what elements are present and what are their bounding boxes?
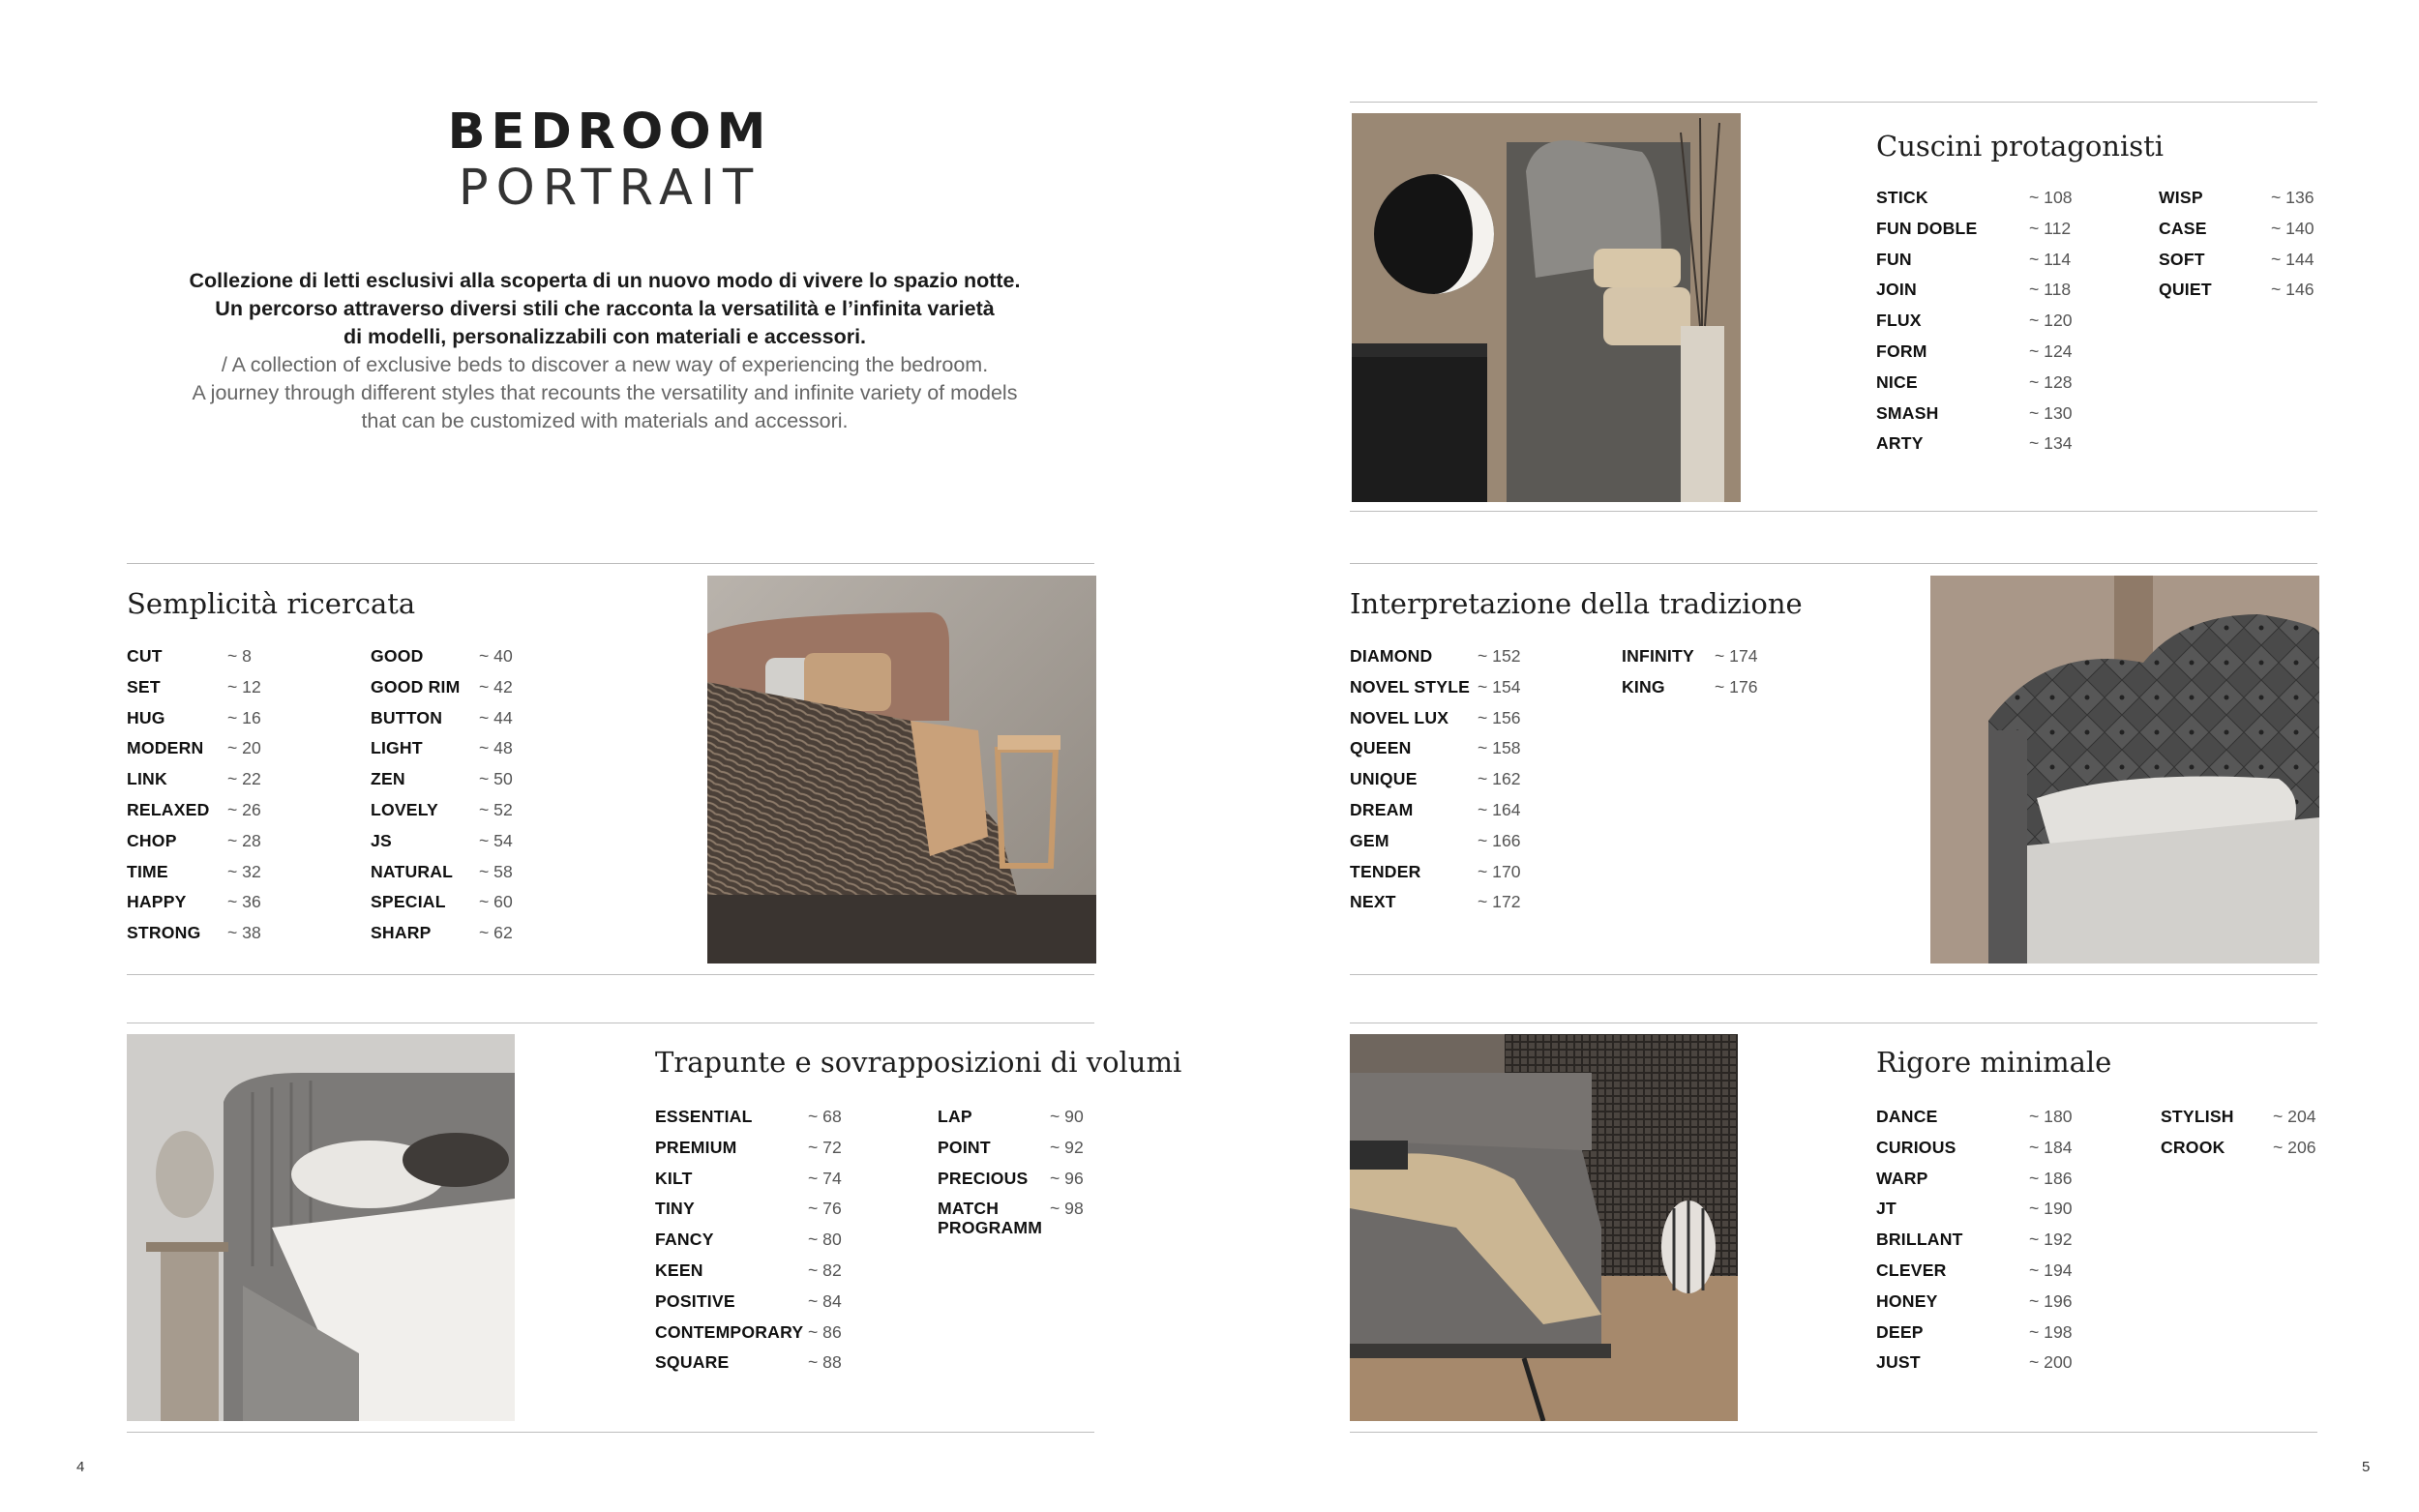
model-page-ref: ~ 146 (2271, 280, 2314, 300)
divider (127, 1432, 1094, 1433)
model-entry (2159, 219, 2333, 250)
model-page-ref: ~ 98 (1050, 1199, 1084, 1219)
section-title-cuscini: Cuscini protagonisti (1876, 130, 2165, 163)
model-entry (1622, 677, 1796, 708)
model-entry (127, 708, 340, 739)
model-entry (127, 831, 340, 862)
model-name: SPECIAL (371, 892, 446, 912)
model-entry (1876, 188, 2099, 219)
model-entry (1876, 311, 2099, 341)
model-page-ref: ~ 54 (479, 830, 513, 850)
model-page-ref: ~ 80 (808, 1230, 842, 1250)
model-name: NOVEL LUX (1350, 707, 1449, 727)
model-name: WARP (1876, 1168, 1928, 1188)
model-list-trapunte-col2 (938, 1107, 1112, 1238)
model-page-ref: ~ 162 (1478, 769, 1521, 789)
intro-it-line: Un percorso attraverso diversi stili che racconta la versatilità e l’infinita varietà (215, 297, 995, 320)
model-page-ref: ~ 112 (2029, 218, 2072, 238)
model-name: SOFT (2159, 249, 2205, 269)
model-page-ref: ~ 184 (2029, 1137, 2073, 1157)
model-entry (1876, 341, 2099, 372)
model-page-ref: ~ 90 (1050, 1107, 1084, 1126)
model-entry (655, 1107, 907, 1138)
model-name: BUTTON (371, 707, 443, 727)
model-entry (127, 646, 340, 677)
photo-bed-blanket (707, 576, 1096, 964)
model-entry (371, 769, 583, 800)
model-page-ref: ~ 128 (2029, 371, 2073, 392)
model-page-ref: ~ 114 (2029, 249, 2072, 269)
model-name: UNIQUE (1350, 769, 1418, 789)
model-name: LAP (938, 1107, 972, 1126)
intro-it-line: di modelli, personalizzabili con materiali e accessori. (343, 325, 867, 348)
model-name: LOVELY (371, 799, 438, 819)
model-page-ref: ~ 140 (2271, 218, 2314, 238)
model-page-ref: ~ 190 (2029, 1199, 2073, 1219)
model-name: CHOP (127, 830, 177, 850)
model-page-ref: ~ 200 (2029, 1352, 2073, 1373)
model-name: CUT (127, 646, 163, 666)
photo-tufted-headboard (1930, 576, 2319, 964)
model-page-ref: ~ 92 (1050, 1137, 1084, 1157)
model-name: RELAXED (127, 799, 210, 819)
model-list-rigore-col2 (2161, 1107, 2335, 1169)
model-page-ref: ~ 44 (479, 707, 513, 727)
model-name: SHARP (371, 923, 432, 943)
model-name: DREAM (1350, 799, 1414, 819)
model-page-ref: ~ 166 (1478, 830, 1521, 850)
intro-en-line: / A collection of exclusive beds to discover a new way of experiencing the bedroom. (221, 353, 989, 376)
page-number-left: 4 (76, 1459, 85, 1475)
model-name: SET (127, 676, 161, 697)
model-list-rigore-col1 (1876, 1107, 2099, 1383)
model-list-tradizione-col2 (1622, 646, 1796, 708)
model-list-cuscini-col1 (1876, 188, 2099, 464)
divider (1350, 511, 2317, 512)
model-name: MATCH PROGRAMM (938, 1199, 1043, 1238)
intro-it-line: Collezione di letti esclusivi alla scoperta di un nuovo modo di vivere lo spazio notte. (189, 269, 1021, 292)
model-name: WISP (2159, 188, 2203, 207)
intro-en-line: A journey through different styles that recounts the versatility and infinite variety of models (192, 381, 1018, 404)
model-entry (371, 708, 583, 739)
model-name: PREMIUM (655, 1137, 737, 1157)
model-entry (655, 1322, 907, 1353)
model-page-ref: ~ 76 (808, 1199, 842, 1219)
model-entry (127, 800, 340, 831)
model-entry (938, 1107, 1112, 1138)
model-entry (1350, 892, 1601, 923)
model-name: QUEEN (1350, 738, 1412, 758)
model-entry (1876, 280, 2099, 311)
model-page-ref: ~ 28 (227, 830, 261, 850)
model-entry (371, 923, 583, 954)
model-name: LIGHT (371, 738, 423, 758)
model-name: KILT (655, 1168, 693, 1188)
model-name: FORM (1876, 341, 1927, 361)
model-page-ref: ~ 130 (2029, 402, 2073, 423)
model-name: JOIN (1876, 280, 1917, 300)
model-name: FUN DOBLE (1876, 218, 1978, 238)
photo-bed-grey (127, 1034, 515, 1421)
model-name: GOOD RIM (371, 676, 461, 697)
model-name: CROOK (2161, 1137, 2225, 1157)
model-entry (2159, 188, 2333, 219)
model-page-ref: ~ 174 (1715, 646, 1758, 666)
model-entry (127, 892, 340, 923)
model-page-ref: ~ 118 (2029, 280, 2072, 300)
model-page-ref: ~ 32 (227, 861, 261, 881)
model-page-ref: ~ 12 (227, 676, 261, 697)
model-page-ref: ~ 196 (2029, 1290, 2073, 1311)
model-name: FLUX (1876, 311, 1922, 331)
model-name: INFINITY (1622, 646, 1694, 666)
model-page-ref: ~ 120 (2029, 311, 2073, 331)
model-page-ref: ~ 186 (2029, 1168, 2073, 1188)
model-page-ref: ~ 38 (227, 923, 261, 943)
model-page-ref: ~ 204 (2273, 1107, 2316, 1126)
section-title-tradizione: Interpretazione della tradizione (1350, 587, 1803, 620)
model-page-ref: ~ 170 (1478, 861, 1521, 881)
model-name: STICK (1876, 188, 1928, 207)
model-page-ref: ~ 16 (227, 707, 261, 727)
model-entry (371, 646, 583, 677)
model-name: TINY (655, 1199, 695, 1219)
model-list-semplicita-col2 (371, 646, 583, 954)
model-entry (1876, 1138, 2099, 1169)
model-name: GOOD (371, 646, 424, 666)
model-name: NEXT (1350, 892, 1396, 912)
model-name: KEEN (655, 1260, 703, 1280)
model-entry (655, 1260, 907, 1291)
model-entry (655, 1169, 907, 1200)
model-page-ref: ~ 58 (479, 861, 513, 881)
model-page-ref: ~ 22 (227, 769, 261, 789)
model-list-cuscini-col2 (2159, 188, 2333, 311)
model-list-tradizione-col1 (1350, 646, 1601, 923)
page-number-right: 5 (2362, 1459, 2371, 1475)
model-name: ZEN (371, 769, 405, 789)
model-page-ref: ~ 50 (479, 769, 513, 789)
model-name: POSITIVE (655, 1290, 735, 1311)
model-entry (655, 1138, 907, 1169)
model-entry (127, 769, 340, 800)
model-name: FUN (1876, 249, 1912, 269)
model-list-trapunte-col1 (655, 1107, 907, 1383)
photo-minimal-bed (1350, 1034, 1738, 1421)
model-entry (2161, 1138, 2335, 1169)
model-entry (1876, 250, 2099, 281)
model-name: MODERN (127, 738, 204, 758)
model-name: DANCE (1876, 1107, 1938, 1126)
model-name: DEEP (1876, 1321, 1924, 1342)
model-page-ref: ~ 82 (808, 1260, 842, 1280)
model-entry (127, 862, 340, 893)
title-line-1: BEDROOM (447, 104, 772, 161)
intro-en-line: that can be customized with materials and accessori. (361, 409, 849, 432)
model-name: LINK (127, 769, 167, 789)
model-page-ref: ~ 42 (479, 676, 513, 697)
divider (1350, 102, 2317, 103)
model-name: ARTY (1876, 433, 1924, 454)
model-page-ref: ~ 62 (479, 923, 513, 943)
model-name: STYLISH (2161, 1107, 2234, 1126)
model-entry (371, 831, 583, 862)
model-name: SQUARE (655, 1352, 730, 1373)
model-name: STRONG (127, 923, 201, 943)
model-page-ref: ~ 124 (2029, 341, 2073, 361)
model-name: CURIOUS (1876, 1137, 1956, 1157)
model-entry (1350, 646, 1601, 677)
model-page-ref: ~ 176 (1715, 676, 1758, 697)
model-entry (371, 677, 583, 708)
model-entry (655, 1291, 907, 1322)
divider (1350, 974, 2317, 975)
model-page-ref: ~ 156 (1478, 707, 1521, 727)
model-page-ref: ~ 206 (2273, 1137, 2316, 1157)
model-name: HUG (127, 707, 165, 727)
model-page-ref: ~ 8 (227, 646, 252, 666)
model-entry (2161, 1107, 2335, 1138)
model-page-ref: ~ 40 (479, 646, 513, 666)
model-page-ref: ~ 74 (808, 1168, 842, 1188)
model-entry (938, 1169, 1112, 1200)
model-name: NATURAL (371, 861, 454, 881)
model-entry (938, 1199, 1112, 1238)
section-title-trapunte: Trapunte e sovrapposizioni di volumi (655, 1046, 1182, 1079)
model-page-ref: ~ 164 (1478, 799, 1521, 819)
model-entry (1350, 769, 1601, 800)
photo-lamp-pillows (1352, 113, 1741, 502)
model-entry (127, 738, 340, 769)
model-name: JUST (1876, 1352, 1921, 1373)
divider (1350, 563, 2317, 564)
model-name: DIAMOND (1350, 646, 1433, 666)
model-name: SMASH (1876, 402, 1939, 423)
model-page-ref: ~ 72 (808, 1137, 842, 1157)
model-entry (1876, 403, 2099, 434)
model-entry (1350, 738, 1601, 769)
model-entry (1876, 1260, 2099, 1291)
page-title (416, 104, 803, 217)
model-name: ESSENTIAL (655, 1107, 753, 1126)
model-page-ref: ~ 180 (2029, 1107, 2073, 1126)
model-name: QUIET (2159, 280, 2212, 300)
model-page-ref: ~ 108 (2029, 188, 2073, 207)
model-page-ref: ~ 134 (2029, 433, 2073, 454)
model-entry (1350, 800, 1601, 831)
model-page-ref: ~ 192 (2029, 1230, 2073, 1250)
model-page-ref: ~ 194 (2029, 1260, 2073, 1280)
model-name: HAPPY (127, 892, 187, 912)
divider (1350, 1432, 2317, 1433)
model-name: TIME (127, 861, 168, 881)
model-name: JS (371, 830, 392, 850)
model-name: JT (1876, 1199, 1896, 1219)
model-entry (1876, 1199, 2099, 1230)
model-entry (1876, 1291, 2099, 1322)
model-entry (1350, 862, 1601, 893)
model-name: TENDER (1350, 861, 1421, 881)
model-entry (371, 892, 583, 923)
section-title-semplicita: Semplicità ricercata (127, 587, 416, 620)
model-name: CONTEMPORARY (655, 1321, 804, 1342)
model-name: CLEVER (1876, 1260, 1947, 1280)
model-page-ref: ~ 172 (1478, 892, 1521, 912)
model-page-ref: ~ 154 (1478, 676, 1521, 697)
model-name: NOVEL STYLE (1350, 676, 1471, 697)
intro-text (145, 267, 1064, 435)
model-name: BRILLANT (1876, 1230, 1963, 1250)
model-entry (1876, 1322, 2099, 1353)
divider (127, 563, 1094, 564)
model-entry (1622, 646, 1796, 677)
model-name: CASE (2159, 218, 2207, 238)
model-page-ref: ~ 36 (227, 892, 261, 912)
model-entry (1876, 1352, 2099, 1383)
model-name: PRECIOUS (938, 1168, 1029, 1188)
model-entry (371, 862, 583, 893)
model-page-ref: ~ 20 (227, 738, 261, 758)
model-page-ref: ~ 86 (808, 1321, 842, 1342)
model-page-ref: ~ 48 (479, 738, 513, 758)
model-entry (655, 1352, 907, 1383)
model-entry (1876, 1107, 2099, 1138)
model-page-ref: ~ 68 (808, 1107, 842, 1126)
model-page-ref: ~ 152 (1478, 646, 1521, 666)
model-name: KING (1622, 676, 1665, 697)
model-page-ref: ~ 96 (1050, 1168, 1084, 1188)
model-page-ref: ~ 52 (479, 799, 513, 819)
model-name: NICE (1876, 371, 1918, 392)
model-page-ref: ~ 158 (1478, 738, 1521, 758)
model-page-ref: ~ 26 (227, 799, 261, 819)
model-entry (127, 923, 340, 954)
section-title-rigore: Rigore minimale (1876, 1046, 2112, 1079)
model-name: GEM (1350, 830, 1389, 850)
model-page-ref: ~ 198 (2029, 1321, 2073, 1342)
model-name: POINT (938, 1137, 991, 1157)
model-entry (938, 1138, 1112, 1169)
model-entry (1876, 219, 2099, 250)
title-line-2: PORTRAIT (458, 160, 762, 217)
model-entry (1350, 831, 1601, 862)
model-list-semplicita-col1 (127, 646, 340, 954)
model-entry (1876, 433, 2099, 464)
model-entry (1350, 677, 1601, 708)
model-entry (1876, 1230, 2099, 1260)
model-entry (2159, 250, 2333, 281)
model-entry (371, 800, 583, 831)
model-entry (2159, 280, 2333, 311)
model-entry (655, 1230, 907, 1260)
model-entry (655, 1199, 907, 1230)
model-page-ref: ~ 88 (808, 1352, 842, 1373)
model-entry (1876, 372, 2099, 403)
divider (127, 974, 1094, 975)
model-page-ref: ~ 136 (2271, 188, 2314, 207)
model-entry (371, 738, 583, 769)
model-page-ref: ~ 60 (479, 892, 513, 912)
model-entry (1876, 1169, 2099, 1200)
model-page-ref: ~ 84 (808, 1290, 842, 1311)
model-name: FANCY (655, 1230, 714, 1250)
model-name: HONEY (1876, 1290, 1938, 1311)
model-page-ref: ~ 144 (2271, 249, 2314, 269)
model-entry (127, 677, 340, 708)
model-entry (1350, 708, 1601, 739)
